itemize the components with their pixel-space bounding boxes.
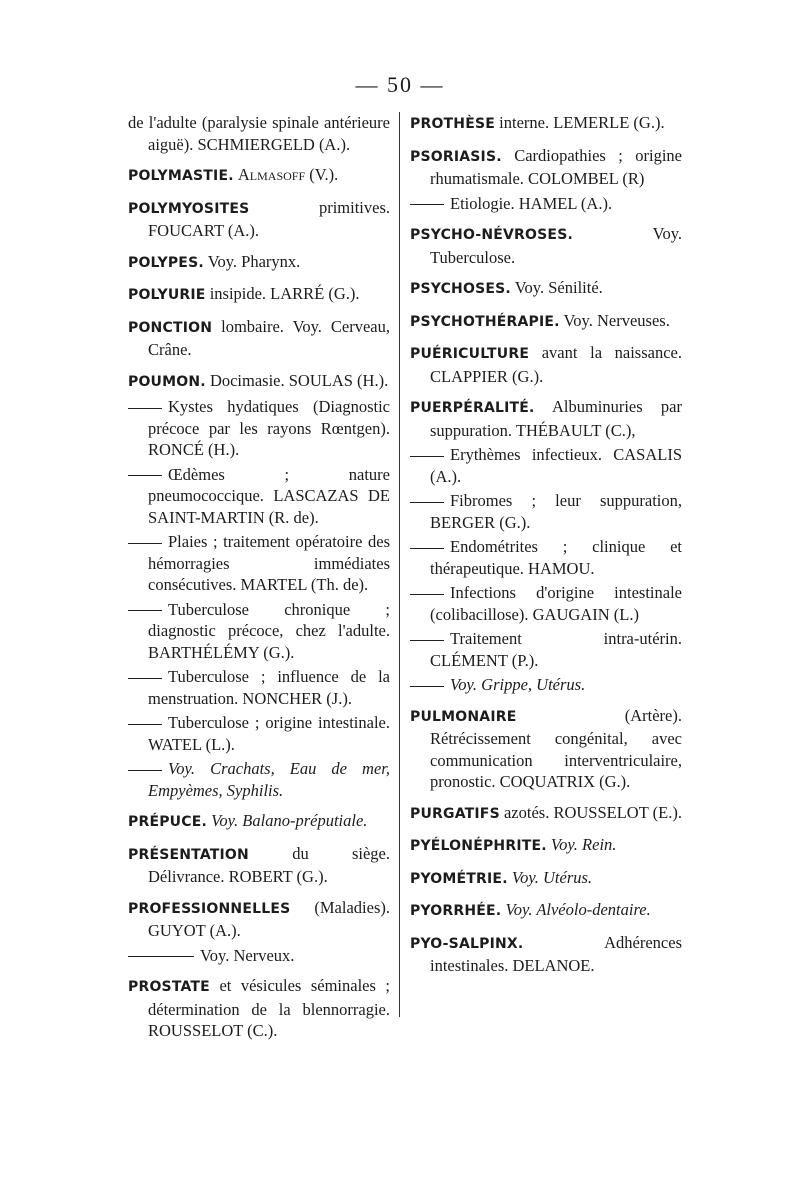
index-entry: POLYMYOSITES primitives. FOUCART (A.). [128, 197, 390, 240]
right-column [410, 112, 682, 986]
index-subentry: Plaies ; traitement opératoire des hémorragies immédiates consécutives. MARTEL (Th. de). [128, 531, 390, 596]
index-subentry: Kystes hydatiques (Diagnostic précoce par les rayons Rœntgen). RONCÉ (H.). [128, 396, 390, 461]
dash-mark [128, 678, 162, 679]
dash-mark [410, 640, 444, 641]
dash-mark [410, 204, 444, 205]
index-entry: POLYMASTIE. Almasoff (V.). [128, 165, 339, 184]
index-subentry: Voy. Crachats, Eau de mer, Empyèmes, Syphilis. [128, 758, 390, 801]
index-entry: PSORIASIS. Cardiopathies ; origine rhumatismale. COLOMBEL (R) [410, 145, 682, 188]
index-subentry: Voy. Grippe, Utérus. [410, 674, 682, 696]
dash-mark [410, 594, 444, 595]
index-subentry: Erythèmes infectieux. CASALIS (A.). [410, 444, 682, 487]
index-entry: PYOMÉTRIE. Voy. Utérus. [410, 867, 593, 887]
index-subentry: Œdèmes ; nature pneumococcique. LASCAZAS DE SAINT-MARTIN (R. de). [128, 464, 390, 529]
index-entry: PROFESSIONNELLES (Maladies). GUYOT (A.). [128, 897, 390, 940]
dash-mark [128, 956, 194, 957]
index-subentry: Fibromes ; leur suppuration, BERGER (G.). [410, 490, 682, 533]
dash-mark [410, 456, 444, 457]
dash-mark [410, 686, 444, 687]
dash-mark [410, 548, 444, 549]
index-entry: POLYURIE insipide. LARRÉ (G.). [128, 284, 360, 303]
dash-mark [128, 408, 162, 409]
index-entry: PYORRHÉE. Voy. Alvéolo-dentaire. [410, 900, 651, 919]
index-entry: POUMON. Docimasie. SOULAS (H.). [128, 370, 389, 390]
index-entry: POLYPES. Voy. Pharynx. [128, 251, 301, 271]
page-number: — 50 — [355, 72, 445, 97]
index-subentry: Infections d'origine intestinale (colibacillose). GAUGAIN (L.) [410, 582, 682, 625]
dash-mark [128, 770, 162, 771]
index-subentry: Traitement intra-utérin. CLÉMENT (P.). [410, 628, 682, 671]
index-subentry: Tuberculose ; origine intestinale. WATEL (L.). [128, 712, 390, 755]
index-entry: PRÉPUCE. Voy. Balano-préputiale. [128, 811, 368, 830]
index-subentry: Tuberculose ; influence de la menstruation. NONCHER (J.). [128, 666, 390, 709]
index-entry: PSYCHOTHÉRAPIE. Voy. Nerveuses. [410, 310, 670, 330]
index-entry: PUÉRICULTURE avant la naissance. CLAPPIER (G.). [410, 343, 682, 386]
dash-mark [128, 724, 162, 725]
index-entry: PRÉSENTATION du siège. Délivrance. ROBERT (G.). [128, 843, 390, 886]
index-entry: PYO-SALPINX. Adhérences intestinales. DELANOE. [410, 932, 682, 975]
index-entry: PROSTATE et vésicules séminales ; détermination de la blennorragie. ROUSSELOT (C.). [128, 976, 390, 1040]
index-entry: PURGATIFS azotés. ROUSSELOT (E.). [410, 802, 682, 822]
dash-mark [128, 610, 162, 611]
index-entry: PULMONAIRE (Artère). Rétrécissement congénital, avec communication interventriculaire, pronostic. COQUATRIX (G.). [410, 705, 682, 791]
dash-mark [128, 475, 162, 476]
index-subentry: Voy. Nerveux. [128, 945, 390, 967]
index-entry: PSYCHOSES. Voy. Sénilité. [410, 278, 603, 297]
index-entry: de l'adulte (paralysie spinale antérieure aiguë). SCHMIERGELD (A.). [128, 113, 390, 154]
index-entry: PSYCHO-NÉVROSES. Voy. Tuberculose. [410, 224, 682, 267]
index-entry: PYÉLONÉPHRITE. Voy. Rein. [410, 835, 617, 854]
index-subentry: Endométrites ; clinique et thérapeutique. HAMOU. [410, 536, 682, 579]
column-divider [399, 112, 400, 1017]
index-entry: PROTHÈSE interne. LEMERLE (G.). [410, 113, 665, 132]
index-entry: PUERPÉRALITÉ. Albuminuries par suppuration. THÉBAULT (C.), [410, 397, 683, 440]
index-entry: PONCTION lombaire. Voy. Cerveau, Crâne. [128, 316, 390, 359]
index-subentry: Etiologie. HAMEL (A.). [410, 193, 682, 215]
index-subentry: Tuberculose chronique ; diagnostic précoce, chez l'adulte. BARTHÉLÉMY (G.). [128, 599, 390, 664]
dash-mark [128, 543, 162, 544]
dash-mark [410, 502, 444, 503]
left-column [128, 112, 390, 1051]
